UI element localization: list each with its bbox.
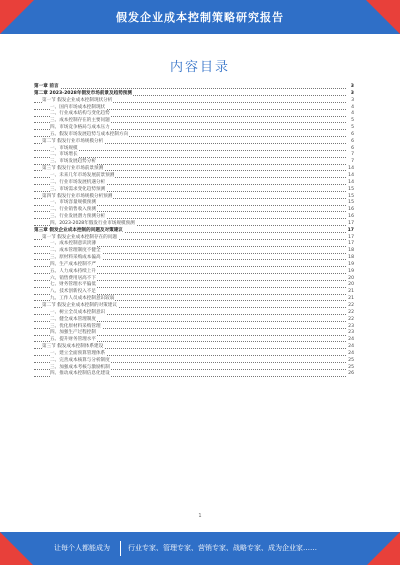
toc-entry-page: 6 xyxy=(351,145,354,151)
toc-entry-label: 二、行业市场发展机遇分析 xyxy=(50,179,106,185)
toc-entry-page: 5 xyxy=(351,125,354,131)
toc-entry-label: 第二节 假发行业市场规模分析 xyxy=(42,138,104,144)
toc-entry-label: 四、市场竞争格局与成本压力 xyxy=(50,125,110,131)
toc-entry-label: 五、假发市场发展趋势与成本控制方向 xyxy=(50,131,129,137)
toc-entry-page: 14 xyxy=(348,166,354,172)
toc-entry-page: 23 xyxy=(348,330,354,336)
toc-entry-label: 一、市场容量规模预测 xyxy=(50,200,96,206)
toc-entry-page: 4 xyxy=(351,111,354,117)
toc-entry-page: 20 xyxy=(348,282,354,288)
toc-entry-label: 九、工作人员成本控制意识较弱 xyxy=(50,296,115,302)
toc-entry-page: 17 xyxy=(348,234,354,240)
toc-leader-dots xyxy=(34,88,346,89)
toc-entry-page: 22 xyxy=(348,316,354,322)
toc-chapter-row[interactable] xyxy=(34,91,354,98)
toc-entry-page: 19 xyxy=(348,261,354,267)
toc-entry-page: 17 xyxy=(347,227,354,233)
toc-entry-label: 四、推动成本控制信息化建设 xyxy=(50,371,110,377)
toc-row[interactable] xyxy=(34,207,354,214)
toc-entry-page: 16 xyxy=(348,214,354,220)
toc-leader-dots xyxy=(34,157,346,158)
toc-entry-label: 一、成本控制意识淡薄 xyxy=(50,241,96,247)
toc-entry-label: 二、完善成本核算与分析制度 xyxy=(50,357,110,363)
toc-entry-page: 23 xyxy=(348,323,354,329)
toc-entry-page: 22 xyxy=(348,309,354,315)
toc-row[interactable] xyxy=(34,255,354,262)
toc-entry-label: 第三章 假发企业成本控制的问题及对策建议 xyxy=(34,227,123,233)
toc-entry-page: 3 xyxy=(350,90,354,96)
toc-entry-page: 18 xyxy=(348,255,354,261)
toc-entry-page: 22 xyxy=(348,303,354,308)
toc-entry-label: 五、人力成本持续上升 xyxy=(50,268,96,274)
footer-left-ribbon xyxy=(0,532,33,565)
toc-entry-page: 19 xyxy=(348,268,354,274)
toc-entry-label: 第三节 假发成本控制体系建设 xyxy=(42,344,104,350)
toc-entry-label: 三、行业发展潜力预测分析 xyxy=(50,214,106,220)
toc-entry-label: 二、行业销售收入预测 xyxy=(50,207,96,213)
toc-entry-label: 一、树立全员成本控制意识 xyxy=(50,309,106,315)
toc-entry-page: 25 xyxy=(348,364,354,370)
toc-entry-label: 三、加强成本考核与激励机制 xyxy=(50,364,110,370)
toc-entry-page: 17 xyxy=(348,241,354,247)
toc-entry-label: 三、优化原材料采购管理 xyxy=(50,323,101,329)
toc-entry-page: 5 xyxy=(351,118,354,124)
toc-entry-page: 20 xyxy=(348,275,354,281)
toc-entry-page: 21 xyxy=(348,289,354,295)
toc-entry-page: 3 xyxy=(350,84,354,89)
toc-entry-page: 25 xyxy=(348,357,354,363)
toc-row[interactable] xyxy=(34,214,354,221)
toc-entry-page: 24 xyxy=(348,350,354,356)
toc-entry-page: 24 xyxy=(348,344,354,350)
toc-entry-page: 15 xyxy=(348,193,354,199)
toc-row[interactable] xyxy=(34,296,354,303)
toc-row[interactable] xyxy=(34,166,354,173)
toc-entry-page: 7 xyxy=(351,159,354,165)
toc-entry-page: 14 xyxy=(348,172,354,178)
toc-entry-page: 4 xyxy=(351,104,354,110)
toc-chapter-row[interactable] xyxy=(34,84,354,91)
toc-entry-label: 第四节 假发行业市场规模分析预测 xyxy=(42,193,113,199)
toc-entry-label: 第二节 假发企业成本控制的对策建议 xyxy=(42,303,117,308)
toc-entry-label: 一、未来几年市场发展前景预测 xyxy=(50,172,115,178)
toc-entry-page: 17 xyxy=(348,220,354,226)
page-footer xyxy=(0,532,400,565)
toc-entry-label: 二、市场增长 xyxy=(50,152,78,158)
table-of-contents xyxy=(34,84,354,378)
toc-heading: 内容目录 xyxy=(169,60,230,75)
toc-entry-label: 三、市场发展趋势分析 xyxy=(50,159,96,165)
toc-entry-label: 三、原材料采购成本偏高 xyxy=(50,255,101,261)
footer-right-ribbon xyxy=(367,532,400,565)
toc-row[interactable] xyxy=(34,358,354,365)
toc-entry-page: 21 xyxy=(348,296,354,302)
toc-row[interactable] xyxy=(34,132,354,139)
toc-entry-label: 二、健全成本管理制度 xyxy=(50,316,96,322)
toc-entry-label: 一、建立全面预算管理体系 xyxy=(50,350,106,356)
toc-entry-page: 3 xyxy=(351,97,354,103)
toc-row[interactable] xyxy=(34,262,354,269)
toc-entry-page: 7 xyxy=(351,152,354,158)
toc-entry-label: 四、2023-2028年假发行业市场规模预测 xyxy=(50,220,135,226)
toc-entry-label: 五、提升财务管理水平 xyxy=(50,337,96,343)
page-header xyxy=(0,0,400,34)
footer-divider xyxy=(120,541,121,556)
toc-row[interactable] xyxy=(34,371,354,378)
toc-row[interactable] xyxy=(34,139,354,146)
toc-leader-dots xyxy=(34,150,346,151)
toc-entry-page: 15 xyxy=(348,186,354,192)
toc-entry-label: 六、销售费用居高不下 xyxy=(50,275,96,281)
toc-entry-label: 七、财务管理水平偏低 xyxy=(50,282,96,288)
toc-row[interactable] xyxy=(34,180,354,187)
toc-entry-label: 四、加强生产过程控制 xyxy=(50,330,96,336)
toc-entry-page: 15 xyxy=(348,200,354,206)
toc-entry-label: 第一章 前言 xyxy=(34,84,59,89)
page-number: 1 xyxy=(198,513,202,519)
toc-entry-page: 14 xyxy=(348,179,354,185)
report-title: 假发企业成本控制策略研究报告 xyxy=(116,11,284,24)
toc-entry-label: 四、生产成本控制不严 xyxy=(50,261,96,267)
toc-entry-page: 18 xyxy=(348,248,354,254)
toc-row[interactable] xyxy=(34,303,354,310)
toc-row[interactable] xyxy=(34,146,354,153)
toc-entry-label: 一、市场规模 xyxy=(50,145,78,151)
toc-row[interactable] xyxy=(34,221,354,228)
toc-entry-page: 6 xyxy=(351,131,354,137)
toc-row[interactable] xyxy=(34,125,354,132)
toc-entry-label: 三、成本控制存在的主要问题 xyxy=(50,118,110,124)
toc-row[interactable] xyxy=(34,173,354,180)
toc-entry-label: 第一节 假发企业成本控制存在的问题 xyxy=(42,234,117,240)
toc-entry-label: 二、行业成本结构与变化趋势 xyxy=(50,111,110,117)
toc-entry-label: 第一节 假发企业成本控制现状分析 xyxy=(42,97,113,103)
toc-row[interactable] xyxy=(34,98,354,105)
toc-row[interactable] xyxy=(34,310,354,317)
toc-entry-page: 6 xyxy=(351,138,354,144)
toc-row[interactable] xyxy=(34,187,354,194)
toc-chapter-row[interactable] xyxy=(34,228,354,235)
toc-entry-page: 16 xyxy=(348,207,354,213)
toc-entry-label: 第三节 假发行业市场前景预测 xyxy=(42,166,104,172)
toc-entry-label: 第二章 2023-2028年假发市场前景及趋势预测 xyxy=(34,90,132,96)
toc-row[interactable] xyxy=(34,351,354,358)
footer-slogan: 让每个人都能成为 xyxy=(54,544,110,552)
toc-entry-label: 二、成本管理制度不健全 xyxy=(50,248,101,254)
toc-entry-label: 三、市场需求变化趋势预测 xyxy=(50,186,106,192)
toc-entry-label: 八、技术创新投入不足 xyxy=(50,289,96,295)
toc-row[interactable] xyxy=(34,317,354,324)
toc-row[interactable] xyxy=(34,344,354,351)
toc-row[interactable] xyxy=(34,269,354,276)
toc-entry-page: 26 xyxy=(348,371,354,377)
toc-entry-label: 一、国内市场成本控制现状 xyxy=(50,104,106,110)
footer-roles: 行业专家、管理专家、营销专家、战略专家、成为企业家…… xyxy=(128,544,317,552)
toc-entry-page: 24 xyxy=(348,337,354,343)
